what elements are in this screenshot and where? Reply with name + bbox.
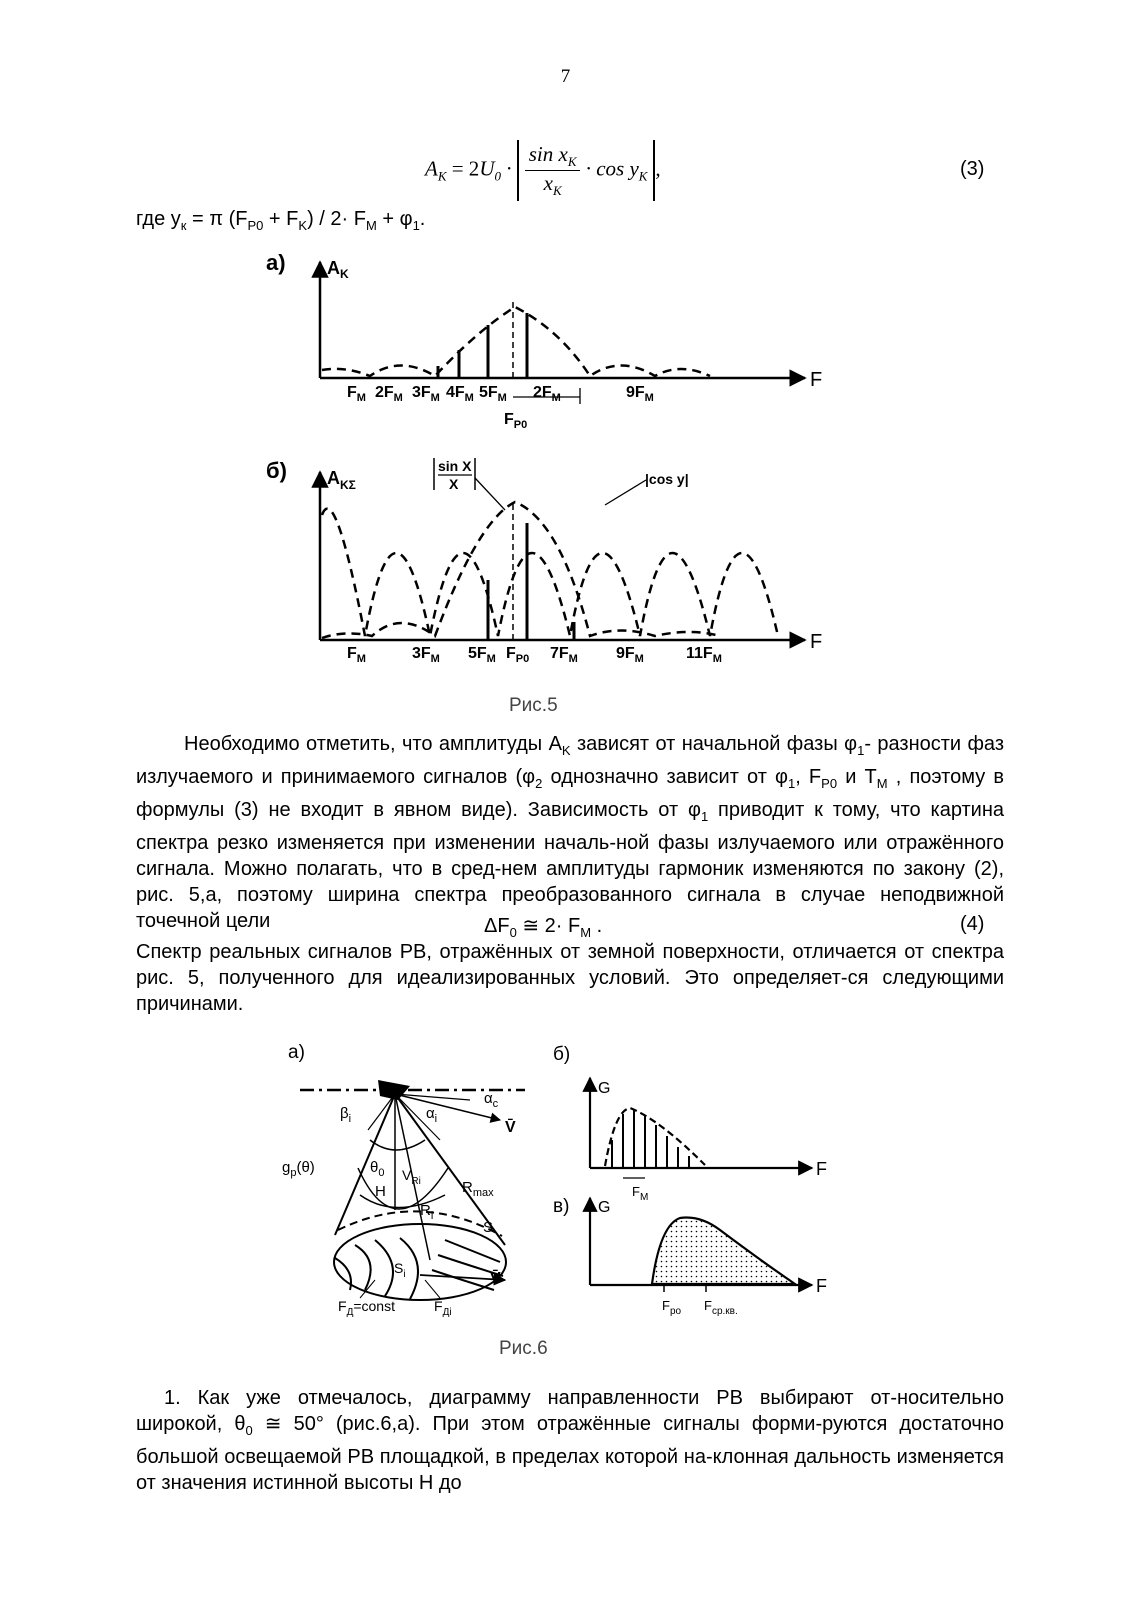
fig5a-x-label: F <box>810 369 823 391</box>
paragraph-3: 1. Как уже отмечалось, диаграмму направленности РВ выбирают от-носительно широкой, $\theta_0$ ≅ 50° (рис.6,а). При этом отражённые сигналы форми-руются достаточно большой освещаемой РВ площадкой, в пределах которой на-клонная дальность изменяется от значения истинной высоты H до <box>136 1387 1005 1494</box>
fig5a-label: а) <box>266 250 286 275</box>
paragraph-1: Необходимо отметить, что амплитуды $A_K$ зависят от начальной фазы $\varphi_1-$ разности фаз излучаемого и принимаемого сигналов ($\varphi_2$ однозначно зависит от $\varphi_1$, $F_{P0}$ и $T_M$ , поэтому в формулы (3) не входит в явном виде). Зависимость от $\varphi_1$ приводит к тому, что картина спектра резко изменяется при изменении началь-ной фазы излучаемого или отражённого сигнала. Можно полагать, что в сред-нем амплитуды гармоник изменяются по закону (2), рис. 5,а, поэтому ширина спектра преобразованного сигнала в случае неподвижной точечной цели <box>136 733 1005 932</box>
fig6a-label: а) <box>288 1042 305 1063</box>
fig5b-center-label: $F_{P0}$ <box>506 645 530 665</box>
fig5b-cosy-label: |cos y| <box>645 471 689 487</box>
fig6c-x-label: F <box>816 1276 827 1296</box>
fig5b-tick: $9F_M$ <box>616 645 644 665</box>
equation-number-4: (4) <box>960 913 985 935</box>
ri-label: $R_i$ <box>420 1202 434 1222</box>
fig5b-tick: $11F_M$ <box>686 645 722 665</box>
fig6c-fsr-label: $F_{ср.кв.}$ <box>704 1298 738 1317</box>
diagram-lobe <box>360 1195 445 1208</box>
gp-label: $g_p(\theta)$ <box>282 1159 315 1179</box>
fig5a-tick: $5F_M$ <box>479 384 507 404</box>
fig5a-tick: $4F_M$ <box>446 384 474 404</box>
theta0-label: $\theta_0$ <box>370 1159 385 1179</box>
abs-bars: $\frac{\sin x_К}{x_К}$ · $\cos y_К$ <box>517 140 656 201</box>
equation-number-3: (3) <box>960 158 985 180</box>
fig5b-label: б) <box>266 458 287 483</box>
fig6b-fm-label: $F_M$ <box>632 1184 649 1203</box>
fig5b-tick: $3F_M$ <box>412 645 440 665</box>
v-label-top: V̄ <box>505 1119 516 1136</box>
fd-const-label: $F_Д=const$ <box>338 1298 395 1318</box>
fig5b-tick: $5F_M$ <box>468 645 496 665</box>
paragraph-2: Спектр реальных сигналов РВ, отражённых от земной поверхности, отличается от спектра рис. 5, полученного для идеализированных условий. Это определяет-ся следующими причинами. <box>136 941 1004 1015</box>
fig5a-tick: $3F_M$ <box>412 384 440 404</box>
fig5b-sinx-num: sin X <box>438 458 472 474</box>
fig5a-center-label: $F_{P0}$ <box>504 411 528 431</box>
h-label: H <box>375 1183 386 1200</box>
fig6b-x-label: F <box>816 1159 827 1179</box>
fig6c-y-label: G <box>598 1199 611 1216</box>
alpha-c-label: $\alpha_c$ <box>484 1090 499 1110</box>
fig5a-tick: $9F_M$ <box>626 384 654 404</box>
vri-label: $V_{Ri}$ <box>402 1167 421 1187</box>
beta-i-label: $\beta_i$ <box>340 1105 352 1125</box>
page-number: 7 <box>560 66 571 87</box>
fig5b-tick: $7F_M$ <box>550 645 578 665</box>
fig5b-sinx-den: X <box>449 476 459 492</box>
fig6c-label: в) <box>553 1196 570 1217</box>
si-label: $S_i$ <box>394 1260 406 1280</box>
sinx-over-x: $\frac{\sin x_К}{x_К}$ <box>525 142 581 199</box>
fig6b-y-label: G <box>598 1080 611 1097</box>
alpha-i-label: $\alpha_i$ <box>426 1105 438 1125</box>
fig5a-tick: $F_M$ <box>347 384 366 404</box>
fig5b-x-label: F <box>810 631 823 653</box>
fig5b-tick: $F_M$ <box>347 645 366 665</box>
v-label-bottom: V̄ <box>490 1270 501 1287</box>
fig5-caption: Рис.5 <box>509 695 558 716</box>
where-line: где $y_к = \pi$ $(F_{P0} + F_K) / 2\cdot F_M + \varphi_1$. <box>136 208 426 233</box>
fig5a-tick: $2F_M$ <box>375 384 403 404</box>
fig5a-y-label: $A_K$ <box>327 258 349 281</box>
fig5b-y-label: $A_{K\Sigma}$ <box>327 468 356 492</box>
fdi-leader <box>425 1280 440 1298</box>
fig6-caption: Рис.6 <box>499 1338 548 1359</box>
fig5a-tick: $2F_M$ <box>533 384 561 404</box>
fig6b-label: б) <box>553 1044 571 1065</box>
s-label: S <box>483 1219 494 1236</box>
cone-base <box>334 1224 506 1300</box>
formula-4: $\Delta F_0$ ≅ $2\cdot F_M$ . <box>484 915 603 940</box>
fdi-label: $F_{Дi}$ <box>434 1298 452 1318</box>
fig6c-fpo-label: $F_{po}$ <box>662 1298 682 1317</box>
fig6c-spectrum-shape <box>652 1218 795 1285</box>
theta0-arc <box>370 1140 425 1150</box>
rmax-label: $R_{max}$ <box>462 1179 494 1199</box>
formula-3: $A_К = 2U_0$ · $\frac{\sin x_К}{x_К}$ · $\cos y_К$ , <box>425 140 661 202</box>
